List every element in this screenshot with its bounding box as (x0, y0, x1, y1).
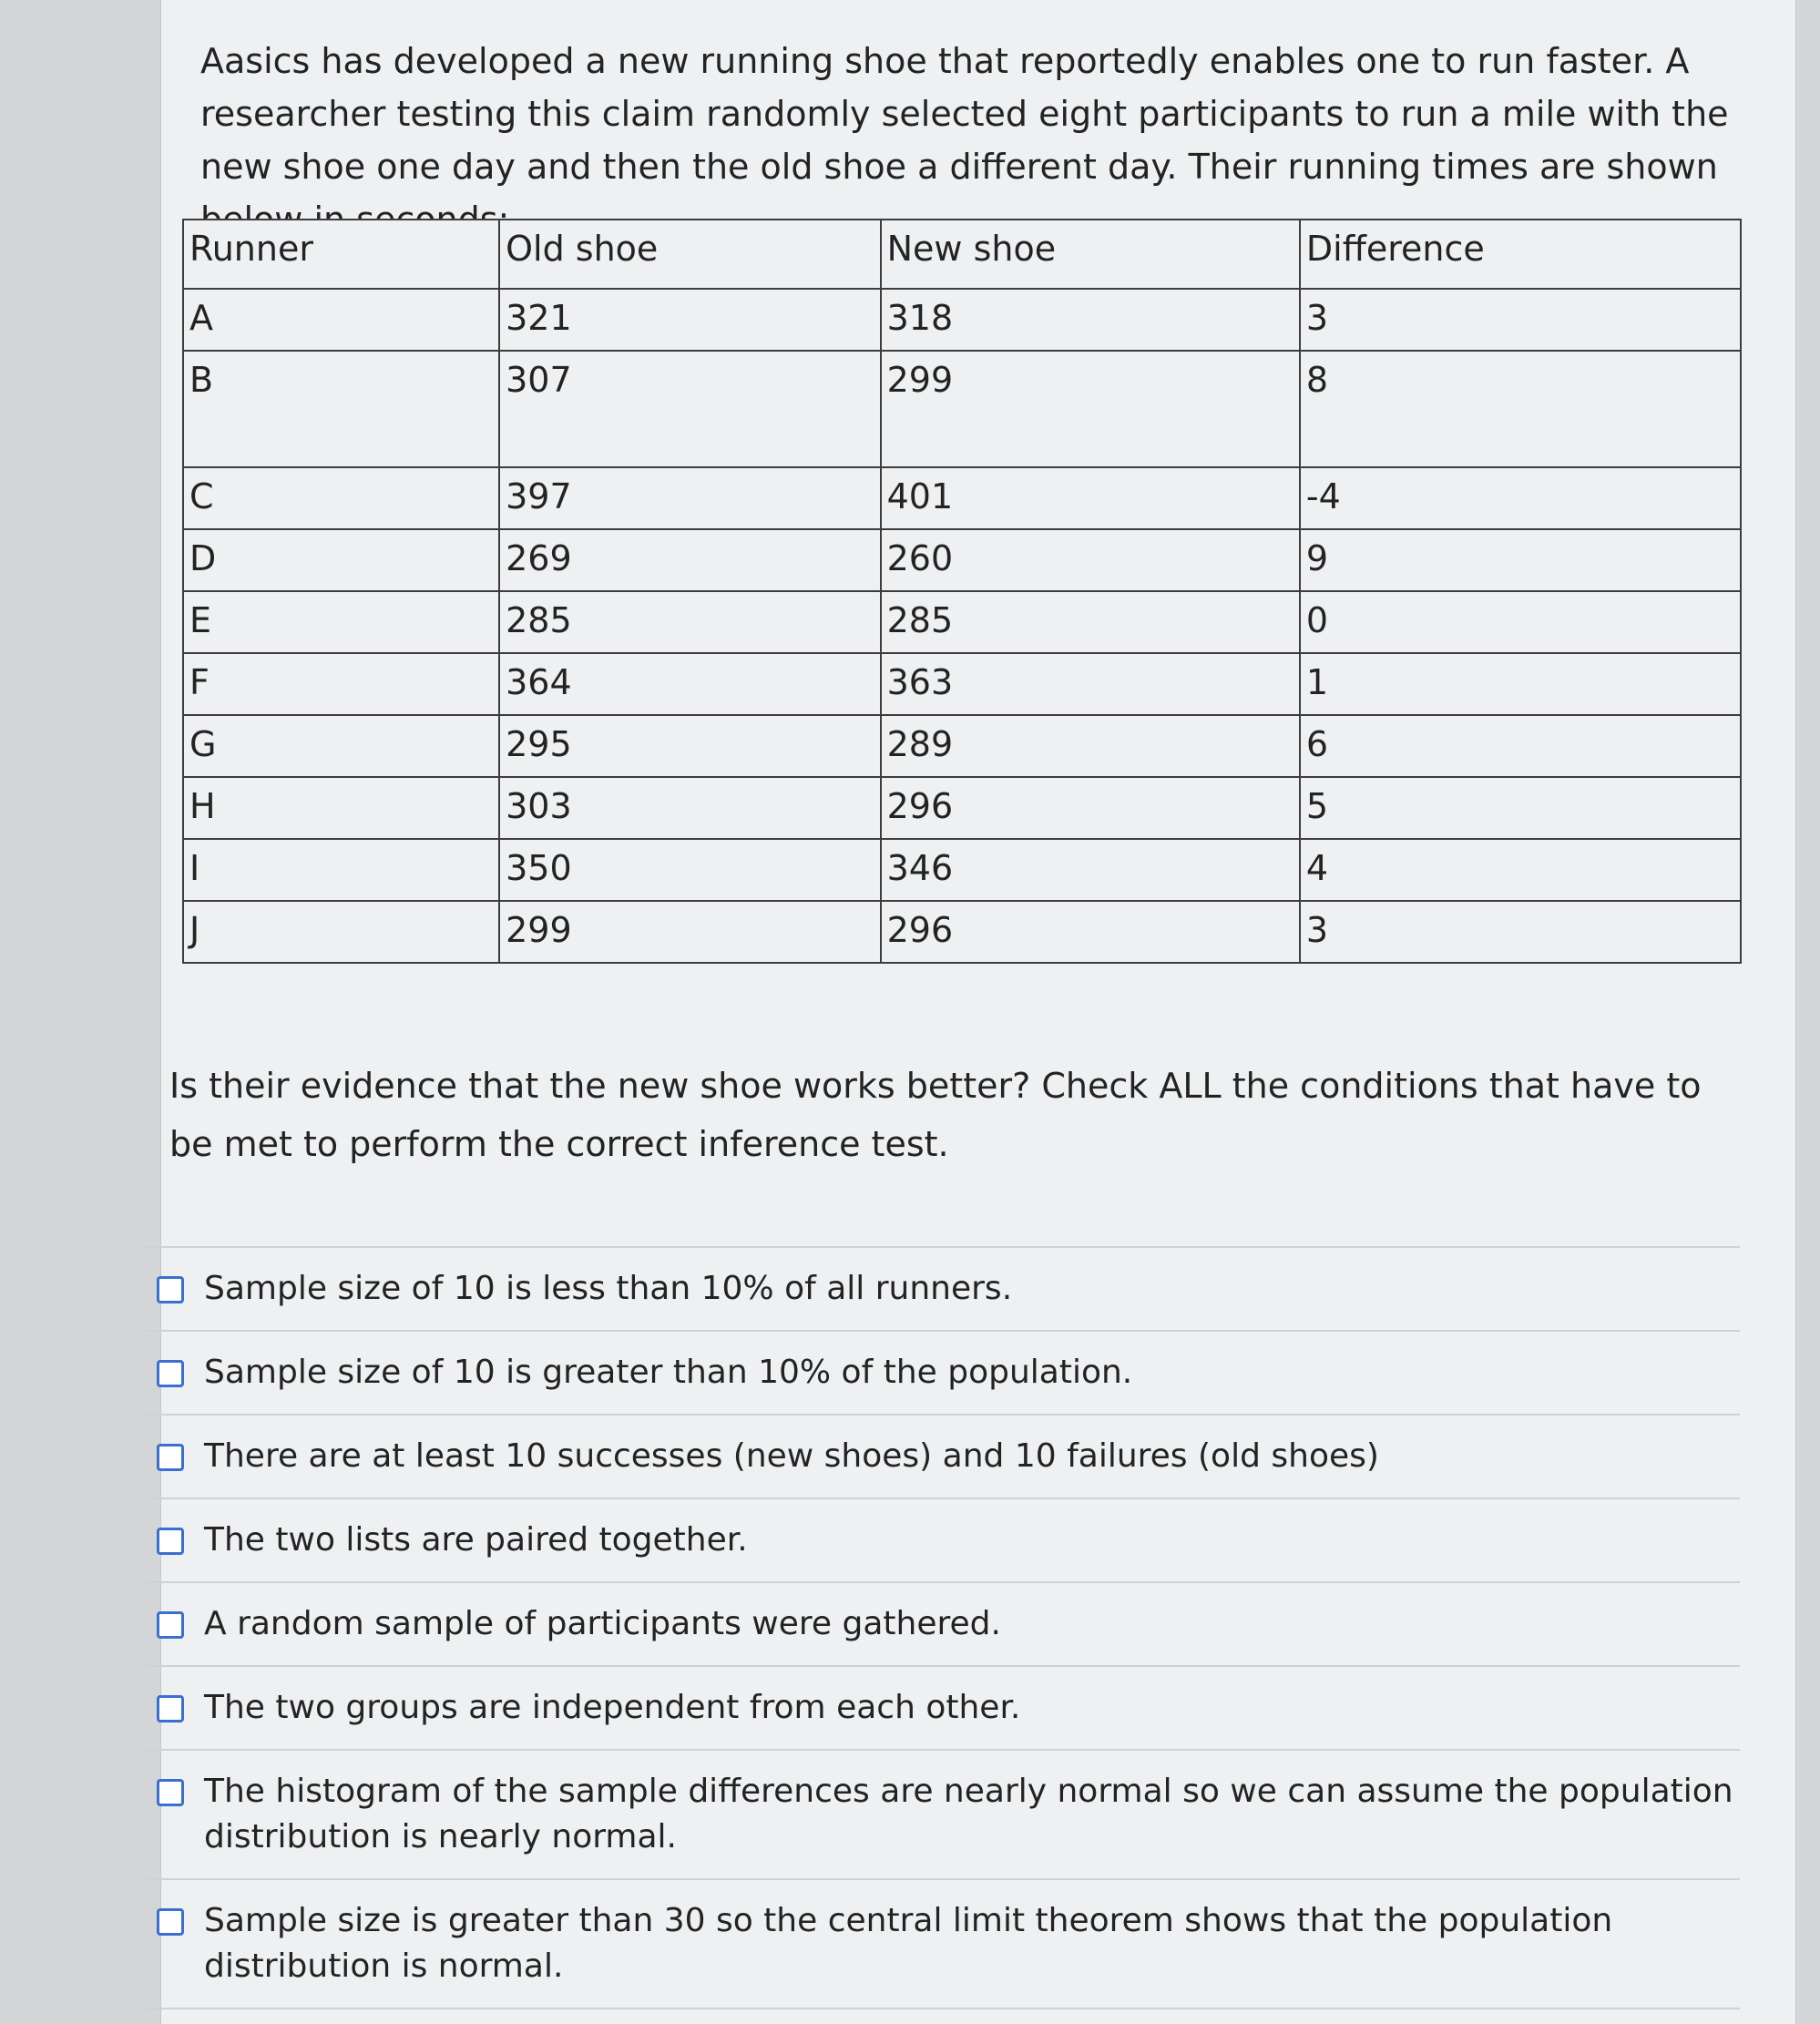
new-shoe-cell: 363 (881, 653, 1300, 715)
table-row (183, 653, 1741, 715)
new-shoe-cell: 285 (881, 591, 1300, 653)
option-random-sample[interactable] (146, 1583, 1740, 1667)
option-less-than-10-percent[interactable] (146, 1248, 1740, 1332)
checkbox[interactable] (157, 1528, 184, 1555)
question-prompt: Aasics has developed a new running shoe that reportedly enables one to run faster. A researcher testing this claim randomly selected eight participants to run a mile with the new shoe one day and then the old shoe a different day. Their running times are shown (200, 41, 1729, 187)
runner-cell: B (183, 351, 499, 467)
runner-cell: H (183, 777, 499, 839)
runner-cell: A (183, 289, 499, 351)
table-header-row (183, 220, 1741, 289)
new-shoe-cell: 318 (881, 289, 1300, 351)
checkbox[interactable] (157, 1908, 184, 1936)
header-new-shoe: New shoe (881, 220, 1300, 289)
option-greater-than-10-percent[interactable] (146, 1332, 1740, 1416)
old-shoe-cell: 285 (499, 591, 880, 653)
table-row (183, 901, 1741, 963)
option-label: The two groups are independent from each other. (204, 1689, 1021, 1726)
old-shoe-cell: 295 (499, 715, 880, 777)
runner-cell: D (183, 529, 499, 591)
new-shoe-cell: 296 (881, 777, 1300, 839)
checkbox[interactable] (157, 1611, 184, 1639)
table-row (183, 529, 1741, 591)
difference-cell: 1 (1300, 653, 1741, 715)
old-shoe-cell: 397 (499, 467, 880, 529)
table-row (183, 289, 1741, 351)
old-shoe-cell: 303 (499, 777, 880, 839)
checkbox[interactable] (157, 1276, 184, 1303)
checkbox[interactable] (157, 1444, 184, 1471)
old-shoe-cell: 299 (499, 901, 880, 963)
old-shoe-cell: 350 (499, 839, 880, 901)
old-shoe-cell: 307 (499, 351, 880, 467)
runner-cell: G (183, 715, 499, 777)
runner-cell: F (183, 653, 499, 715)
difference-cell: 0 (1300, 591, 1741, 653)
new-shoe-cell: 299 (881, 351, 1300, 467)
inference-question: Is their evidence that the new shoe works better? Check ALL the conditions that have to be met to perform the correct inference test. (169, 1066, 1702, 1164)
table-row (183, 591, 1741, 653)
header-difference: Difference (1300, 220, 1741, 289)
difference-cell: 4 (1300, 839, 1741, 901)
running-times-table (182, 219, 1742, 964)
checkbox[interactable] (157, 1695, 184, 1722)
option-label: A random sample of participants were gathered. (204, 1605, 1001, 1642)
option-central-limit-theorem[interactable] (146, 1880, 1740, 2009)
runner-cell: J (183, 901, 499, 963)
header-runner: Runner (183, 220, 499, 289)
table-row (183, 467, 1741, 529)
new-shoe-cell: 289 (881, 715, 1300, 777)
option-paired-lists[interactable] (146, 1499, 1740, 1583)
option-successes-failures[interactable] (146, 1416, 1740, 1499)
difference-cell: 3 (1300, 289, 1741, 351)
table-row (183, 839, 1741, 901)
old-shoe-cell: 269 (499, 529, 880, 591)
table-row (183, 351, 1741, 467)
difference-cell: -4 (1300, 467, 1741, 529)
difference-cell: 8 (1300, 351, 1741, 467)
runner-cell: C (183, 467, 499, 529)
checkbox[interactable] (157, 1360, 184, 1387)
header-old-shoe: Old shoe (499, 220, 880, 289)
checkbox[interactable] (157, 1779, 184, 1806)
option-label: There are at least 10 successes (new shoes) and 10 failures (old shoes) (204, 1437, 1379, 1475)
runner-cell: I (183, 839, 499, 901)
table-row (183, 777, 1741, 839)
option-label: Sample size of 10 is less than 10% of all runners. (204, 1270, 1013, 1307)
table-row (183, 715, 1741, 777)
new-shoe-cell: 346 (881, 839, 1300, 901)
option-label: Sample size is greater than 30 so the central limit theorem shows that the population distribution is normal. (204, 1902, 1613, 1985)
old-shoe-cell: 321 (499, 289, 880, 351)
new-shoe-cell: 296 (881, 901, 1300, 963)
conditions-checklist (146, 1246, 1740, 2009)
runner-cell: E (183, 591, 499, 653)
difference-cell: 6 (1300, 715, 1741, 777)
old-shoe-cell: 364 (499, 653, 880, 715)
option-nearly-normal-histogram[interactable] (146, 1751, 1740, 1880)
option-label: The two lists are paired together. (204, 1521, 748, 1559)
difference-cell: 9 (1300, 529, 1741, 591)
difference-cell: 5 (1300, 777, 1741, 839)
difference-cell: 3 (1300, 901, 1741, 963)
option-label: Sample size of 10 is greater than 10% of the population. (204, 1354, 1133, 1391)
new-shoe-cell: 260 (881, 529, 1300, 591)
option-label: The histogram of the sample differences are nearly normal so we can assume the population distribution is nearly normal. (204, 1773, 1733, 1855)
option-independent-groups[interactable] (146, 1667, 1740, 1751)
new-shoe-cell: 401 (881, 467, 1300, 529)
